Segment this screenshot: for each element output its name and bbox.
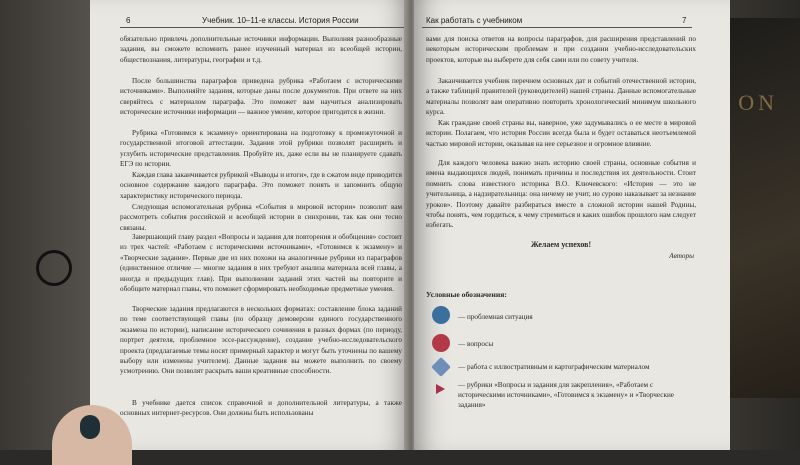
right-paragraph-3: Как граждане своей страны вы, наверное, уже задумывались о ее месте в мировой истории. Полагаем, что история России всегда была и будет оставаться неотъемлемой частью мировой истории, оказывая на нее серьезное и огромное влияние. <box>426 119 696 148</box>
legend-title: Условные обозначения: <box>426 290 507 299</box>
left-paragraph-8: В учебнике дается список справочной и дополнительной литературы, а также основных интернет-ресурсов. Они должны быть использованы <box>120 399 402 418</box>
right-paragraph-1: вами для поиска ответов на вопросы параграфов, для расширения представлений по некоторым историческим проблемам и при создании учебно-исследовательских проектов, которые вы выберете для себя сами или по совету учителя. <box>426 35 696 64</box>
legend-item-questions: — вопросы <box>458 340 494 348</box>
closing-wish: Желаем успехов! <box>530 240 592 249</box>
problem-icon <box>432 306 450 324</box>
diamond-icon <box>431 357 451 377</box>
earphone-cable <box>36 250 72 286</box>
right-running-head: Как работать с учебником <box>426 16 523 25</box>
question-icon <box>432 334 450 352</box>
left-paragraph-2: После большинства параграфов приведена рубрика «Работаем с историческими источниками». Выполняйте задания, которые даны после документов. При ответе на них сверяйтесь с материалом параграфа. Это поможет вам научиться анализировать исторические источники информации — важное умение, которое пригодится в жизни. <box>120 77 402 117</box>
left-header-rule <box>120 27 406 28</box>
right-header-rule <box>422 27 692 28</box>
open-textbook <box>90 0 730 450</box>
right-paragraph-4: Для каждого человека важно знать историю своей страны, основные события и имена выдающихся людей, понимать причины и последствия их деятельности. Стоит помнить слова известного историка В.О. Ключевского: «История — это не учительница, а надзирательница: она ничему не учит, но сурово наказывает за незнание уроков». Поэтому давайте разбираться вместе в сложной истории нашей Родины, чтобы понять, чем гордиться, к чему стремиться и каких ошибок прошлого нам следует избегать. <box>426 159 696 230</box>
left-paragraph-5: Следующая вспомогательная рубрика «События в мировой истории» позволит вам рассмотреть события российской и всеобщей истории в синхронии, так как они тесно связаны. <box>120 203 402 232</box>
authors-signature: Авторы <box>669 252 694 260</box>
arrow-icon <box>436 384 445 394</box>
background-book-text: ON <box>738 90 778 115</box>
legend-item-problem: — проблемная ситуация <box>458 313 533 321</box>
left-page <box>90 0 408 450</box>
legend-item-rubrics: — рубрики «Вопросы и задания для закрепления», «Работаем с историческими источниками», «Готовимся к экзамену» и «Творческие задания» <box>458 381 674 409</box>
left-paragraph-7: Творческие задания предлагаются в нескольких форматах: составление блока заданий по теме соответствующей главы (по образцу демоверсии единого государственного экзамена по истории), написание исторического сочинения в разных формах (по периоду, портрет деятеля, проблемное эссе-рассуждение), создание учебно-исследовательского проекта (предлагаемые темы носят примерный характер и могут быть уточнены по вашему выбору или изменены учителем). Данные задания вы можете выполнить по своему усмотрению. Они позволят раскрыть ваши креативные способности. <box>120 305 402 376</box>
left-paragraph-6: Завершающий главу раздел «Вопросы и задания для повторения и обобщения» состоит из трех частей: «Работаем с историческими источниками», «Готовимся к экзамену» и «Творческие задания». Первые две из них похожи на аналогичные рубрики из параграфов (единственное отличие — многие задания в них требуют анализа материала всей главы, а иногда и предыдущих глав). При выполнении заданий этих частей вы повторите и обобщите материал главы, что поможет сформировать необходимые предметные умения. <box>120 233 402 294</box>
left-paragraph-3: Рубрика «Готовимся к экзамену» ориентирована на подготовку к промежуточной и государственной итоговой аттестации. Задания этой рубрики позволят расширить и углубить исторические представления. Пробуйте их, даже если вы не планируете сдавать ЕГЭ по истории. <box>120 129 402 169</box>
left-paragraph-4: Каждая глава заканчивается рубрикой «Выводы и итоги», где в сжатом виде приводится основное содержание каждого параграфа. Это поможет понять и запомнить общую характеристику исторического периода. <box>120 171 402 200</box>
legend-item-illustrations: — работа с иллюстративным и картографическим материалом <box>458 363 650 371</box>
right-paragraph-2: Заканчивается учебник перечнем основных дат и событий отечественной истории, а также таблицей правителей (руководителей) нашей страны. Данные вспомогательные материалы позволят вам оперативно повторить хронологический минимум школьного курса. <box>426 77 696 117</box>
left-running-head: Учебник. 10–11-е классы. История России <box>202 16 359 25</box>
right-page-number: 7 <box>682 16 687 25</box>
left-paragraph-1: обязательно привлечь дополнительные источники информации. Выполняя разнообразные задания, вы сможете вспомнить ранее изученный материал из всеобщей истории, обществознания, литературы, географии и т.д. <box>120 35 402 64</box>
fingernail <box>80 415 100 439</box>
right-page <box>414 0 730 450</box>
left-page-number: 6 <box>126 16 131 25</box>
